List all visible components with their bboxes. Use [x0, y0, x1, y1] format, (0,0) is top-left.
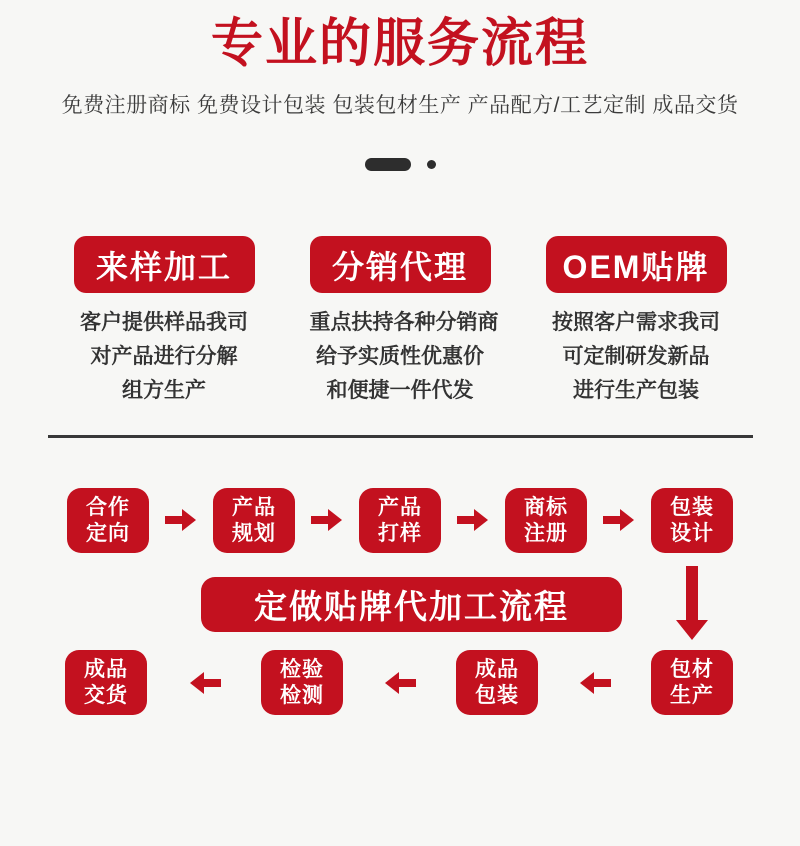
arrow-head — [474, 509, 488, 531]
arrow-head — [620, 509, 634, 531]
arrow-head — [580, 672, 594, 694]
arrow-down-icon — [676, 566, 708, 640]
service-desc-line: 进行生产包装 — [573, 379, 699, 402]
arrow-shaft — [399, 679, 416, 687]
service-card-oem-branding — [546, 236, 727, 408]
arrow-right-icon — [165, 508, 196, 532]
arrow-left-icon — [385, 671, 416, 695]
arrow-shaft — [165, 516, 182, 524]
service-badge-distribution-agent: 分销代理 — [310, 236, 491, 293]
section-divider — [0, 158, 800, 171]
service-badge-sample-processing: 来样加工 — [74, 236, 255, 293]
flow-step-finished-delivery — [65, 650, 147, 715]
flow-step-package-design — [651, 488, 733, 553]
flow-step-product-sampling — [359, 488, 441, 553]
arrow-head — [190, 672, 204, 694]
page-title: 专业的服务流程 — [210, 15, 589, 73]
arrow-head — [328, 509, 342, 531]
service-badge-oem-branding: OEM贴牌 — [546, 236, 727, 293]
flow-step-label: 商标 — [524, 495, 568, 519]
arrow-left-icon — [190, 671, 221, 695]
service-description — [74, 306, 255, 408]
arrow-shaft — [311, 516, 328, 524]
flow-step-label: 成品 — [84, 657, 128, 681]
flow-step-label: 产品 — [378, 495, 422, 519]
arrow-shaft — [603, 516, 620, 524]
service-desc-line: 按照客户需求我司 — [552, 311, 720, 334]
divider-dot-icon — [427, 160, 436, 169]
service-desc-line: 和便捷一件代发 — [326, 379, 474, 402]
service-description — [546, 306, 727, 408]
flow-step-label: 设计 — [670, 521, 714, 545]
service-desc-line: 给予实质性优惠价 — [316, 345, 484, 368]
flow-step-label: 交货 — [84, 683, 128, 707]
flow-step-cooperation-direction — [67, 488, 149, 553]
service-card-sample-processing — [74, 236, 255, 408]
arrow-right-icon — [311, 508, 342, 532]
service-description — [309, 306, 499, 408]
flow-step-label: 打样 — [378, 521, 422, 545]
flow-step-label: 产品 — [232, 495, 276, 519]
flow-step-label: 规划 — [232, 521, 276, 545]
flow-step-label: 包装 — [670, 495, 714, 519]
flow-step-label: 生产 — [670, 683, 714, 707]
flow-step-label: 成品 — [475, 657, 519, 681]
service-desc-line: 客户提供样品我司 — [80, 311, 248, 334]
service-desc-line: 重点扶持各种分销商 — [309, 311, 499, 334]
arrow-head — [385, 672, 399, 694]
flow-step-product-planning — [213, 488, 295, 553]
flow-step-label: 检测 — [280, 683, 324, 707]
arrow-head — [182, 509, 196, 531]
flow-step-finished-packaging — [456, 650, 538, 715]
divider-dash-icon — [365, 158, 411, 171]
flow-step-label: 包材 — [670, 657, 714, 681]
arrow-right-icon — [457, 508, 488, 532]
flow-step-label: 合作 — [86, 495, 130, 519]
flow-banner: 定做贴牌代加工流程 — [201, 577, 622, 632]
service-columns — [0, 236, 800, 408]
arrow-shaft — [457, 516, 474, 524]
flow-step-label: 注册 — [524, 521, 568, 545]
arrow-head — [676, 620, 708, 640]
service-desc-line: 可定制研发新品 — [562, 345, 710, 368]
flow-step-label: 定向 — [86, 521, 130, 545]
arrow-shaft — [204, 679, 221, 687]
flow-step-packaging-material-production — [651, 650, 733, 715]
arrow-right-icon — [603, 508, 634, 532]
flow-step-label: 检验 — [280, 657, 324, 681]
flow-step-label: 包装 — [475, 683, 519, 707]
arrow-shaft — [686, 566, 698, 620]
flow-step-inspection-testing — [261, 650, 343, 715]
service-card-distribution-agent — [309, 236, 499, 408]
page-subtitle: 免费注册商标 免费设计包装 包装包材生产 产品配方/工艺定制 成品交货 — [61, 94, 739, 117]
service-desc-line: 组方生产 — [122, 379, 206, 402]
flow-step-trademark-registration — [505, 488, 587, 553]
arrow-left-icon — [580, 671, 611, 695]
arrow-shaft — [594, 679, 611, 687]
service-desc-line: 对产品进行分解 — [90, 345, 238, 368]
section-rule — [48, 435, 753, 438]
